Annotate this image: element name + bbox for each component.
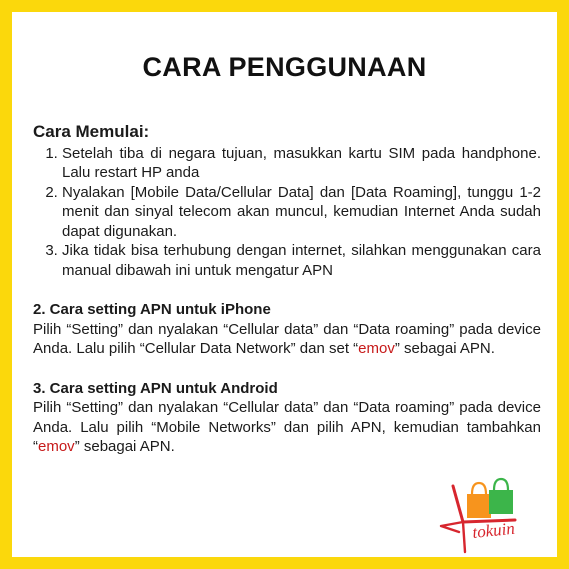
iphone-heading: 2. Cara setting APN untuk iPhone	[33, 301, 271, 318]
start-heading: Cara Memulai:	[33, 122, 150, 141]
start-step: 2. Nyalakan [Mobile Data/Cellular Data] dan [Data Roaming], tunggu 1-2 menit dan sinyal telecom akan muncul, kemudian Internet Anda sudah dapat digunakan.	[62, 183, 541, 242]
android-text-after: ” sebagai APN.	[74, 438, 175, 455]
iphone-text-after: ” sebagai APN.	[394, 340, 495, 357]
green-bag-icon	[489, 490, 513, 514]
tokuin-logo	[437, 472, 557, 562]
page-title: CARA PENGGUNAAN	[142, 52, 427, 82]
orange-bag-icon	[467, 494, 491, 518]
iphone-apn-value: emov	[358, 340, 395, 357]
android-heading: 3. Cara setting APN untuk Android	[33, 379, 278, 397]
instructions-content	[33, 122, 541, 457]
instruction-card	[12, 12, 557, 557]
start-step: 1. Setelah tiba di negara tujuan, masukkan kartu SIM pada handphone. Lalu restart HP anda	[62, 144, 541, 183]
iphone-instructions	[33, 320, 541, 359]
iphone-text-before: Pilih “Setting” dan nyalakan “Cellular data” dan “Data roaming” pada device Anda. Lalu pilih “Cellular Data Network” dan set “	[33, 320, 541, 357]
start-step: 3. Jika tidak bisa terhubung dengan internet, silahkan menggunakan cara manual dibawah ini untuk mengatur APN	[62, 241, 541, 280]
start-steps-list	[33, 144, 541, 281]
android-apn-value: emov	[38, 438, 75, 455]
android-instructions	[33, 398, 541, 457]
logo-wordmark: tokuin	[471, 518, 516, 542]
android-text-before: Pilih “Setting” dan nyalakan “Cellular data” dan “Data roaming” pada device Anda. Lalu pilih “Mobile Networks” dan pilih APN, kemudian tambahkan “	[33, 399, 541, 455]
